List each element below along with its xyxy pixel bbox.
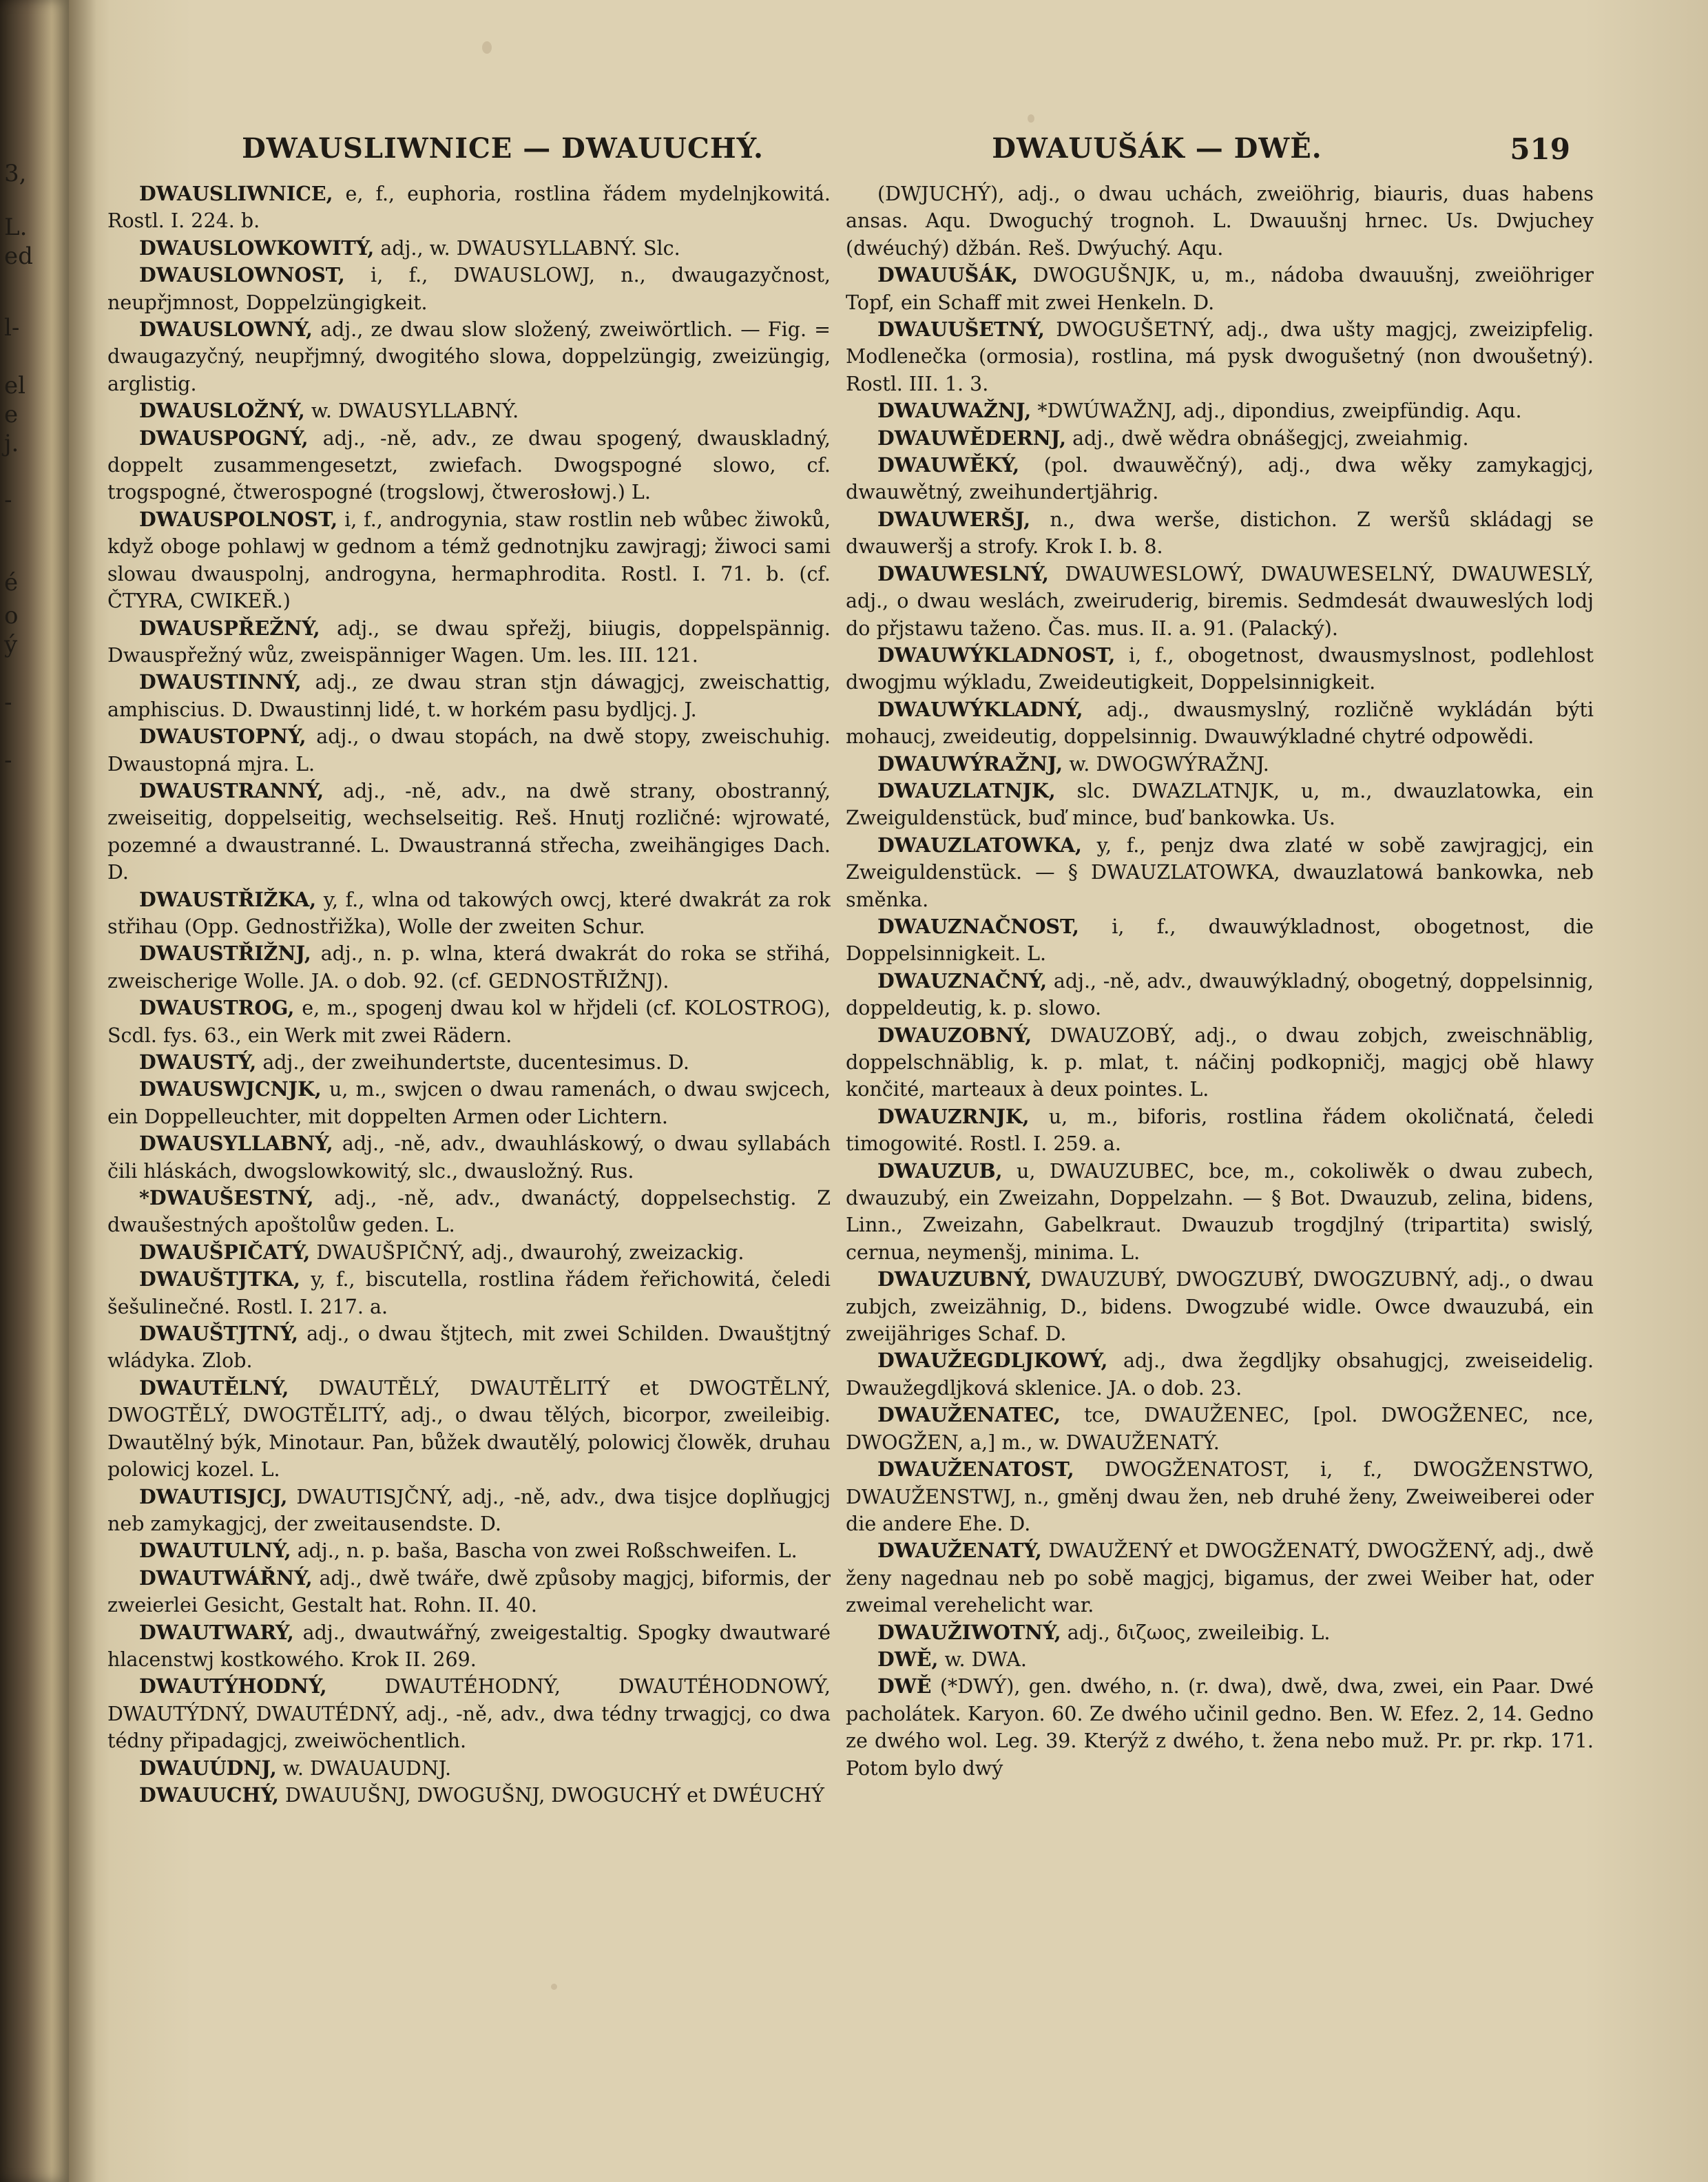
dictionary-entry [107,1537,831,1564]
entry-headword: DWAUSTOPNÝ, [139,725,306,749]
dictionary-entry [846,1646,1594,1673]
dictionary-entry [107,1484,831,1538]
dictionary-entry [107,1130,831,1185]
dictionary-entry [846,832,1594,913]
dictionary-entry [846,1619,1594,1646]
entry-definition: i, f., dwauwýkladnost, obogetnost, die Doppelsinnigkeit. L. [846,915,1594,966]
entry-definition: u, DWAUZUBEC, bce, m., cokoliwěk o dwau zubech, dwauzubý, ein Zweizahn, Doppelzahn. — § Bot. Dwauzub, zelina, bidens, Linn., Zweizahn, Gabelkraut. Dwauzub trogdjlný (tripartita) swislý, cernua, neymenšj, minima. L. [846,1159,1594,1264]
entry-headword: DWAUTĚLNÝ, [139,1375,289,1400]
entry-definition: (DWJUCHÝ), adj., o dwau uchách, zweiöhrig, biauris, duas habens ansas. Aqu. Dwoguchý trognoh. L. Dwauušnj hrnec. Us. Dwjuchey (dwéuchý) džbán. Reš. Dwýuchý. Aqu. [846,183,1594,260]
edge-fragment: é [4,569,19,596]
dictionary-entry [107,1266,831,1320]
entry-definition: DWAUŠPIČNÝ, adj., dwaurohý, zweizackig. [316,1240,744,1264]
entry-headword: DWAUZOBNÝ, [877,1023,1032,1047]
entry-definition: *DWÚWAŽNJ, adj., dipondius, zweipfündig. Aqu. [1037,399,1522,423]
gutter-shadow [69,0,96,2182]
entry-definition: adj., o dwau štjtech, mit zwei Schilden. Dwauštjtný wládyka. Zlob. [107,1322,831,1373]
entry-definition: adj., w. DWAUSYLLABNÝ. Slc. [380,236,680,260]
edge-fragment: ed [4,242,33,270]
dictionary-entry [846,452,1594,506]
entry-definition: adj., n. p. wlna, která dwakrát do roka se střihá, zweischerige Wolle. JA. o dob. 92. (cf. GEDNOSTŘIŽNJ). [107,942,831,993]
entry-definition: adj., -ně, adv., na dwě strany, obostranný, zweiseitig, doppelseitig, wechselseitig. Reš. Hnutj rozličné: wjrowaté, pozemné a dwaustranné. L. Dwaustranná střecha, zweihängiges Dach. D. [107,779,831,884]
entry-definition: DWOGŽENATOST, i, f., DWOGŽENSTWO, DWAUŽENSTWJ, n., gměnj dwau žen, neb druhé ženy, Zweiweiberei oder die andere Ehe. D. [846,1458,1594,1535]
entry-definition: adj., dwě wědra obnášegjcj, zweiahmig. [1072,426,1469,450]
entry-headword: DWAUWÝKLADNÝ, [877,697,1083,721]
entry-definition: adj., dwautwářný, zweigestaltig. Spogky dwautwaré hlacenstwj kostkowého. Krok II. 269. [107,1621,831,1671]
entry-headword: DWAUZRNJK, [877,1104,1030,1128]
entry-definition: adj., -ně, adv., dwauwýkladný, obogetný, doppelsinnig, doppeldeutig, k. p. slowo. [846,969,1594,1020]
entry-definition: DWOGUŠNJK, u, m., nádoba dwauušnj, zweiöhriger Topf, ein Schaff mit zwei Henkeln. D. [846,264,1594,314]
edge-fragment: - [4,689,12,716]
dictionary-entry [107,1239,831,1266]
dictionary-entry [107,1673,831,1754]
dictionary-entry [107,1049,831,1076]
dictionary-entry [846,642,1594,696]
entry-headword: DWAUTISJCJ, [139,1484,288,1508]
entry-definition: i, f., obogetnost, dwausmyslnost, podlehlost dwogjmu wýkladu, Zweideutigkeit, Doppelsinnigkeit. [846,643,1594,694]
dictionary-entry [107,1375,831,1484]
dictionary-entry [107,262,831,316]
entry-definition: y, f., biscutella, rostlina řádem řeřichowitá, čeledi šešulinečné. Rostl. I. 217. a. [107,1268,831,1318]
page-number: 519 [1510,132,1570,166]
entry-headword: DWAUŠTJTKA, [139,1267,300,1291]
entry-definition: adj., dwausmyslný, rozličně wykládán býti mohaucj, zweideutig, doppelsinnig. Dwauwýkladné chytré odpowědi. [846,698,1594,749]
entry-definition: e, f., euphoria, rostlina řádem mydelnjkowitá. Rostl. I. 224. b. [107,183,831,233]
dictionary-entry [846,696,1594,751]
entry-headword: DWAUUCHÝ, [139,1783,279,1807]
entry-definition: DWAUTĚLÝ, DWAUTĚLITÝ et DWOGTĚLNÝ, DWOGTĚLÝ, DWOGTĚLITÝ, adj., o dwau tělých, bicorpor, zweileibig. Dwautělný býk, Minotaur. Pan, bůžek dwautělý, polowicj člowěk, druhau polowicj kozel. L. [107,1376,831,1482]
entry-headword: DWĚ [877,1674,932,1698]
dictionary-entry [846,1022,1594,1103]
dictionary-entry [846,316,1594,397]
dictionary-entry [107,1185,831,1239]
entry-headword: DWAUŠPIČATÝ, [139,1240,311,1264]
running-head-right: DWAUUŠÁK — DWĚ. [992,132,1322,165]
entry-headword: DWAUWESLNÝ, [877,561,1049,585]
dictionary-entry [107,1782,831,1809]
entry-headword: DWAUSTINNÝ, [139,670,302,694]
entry-headword: DWAUTWÁŘNÝ, [139,1566,313,1590]
entry-definition: (*DWÝ), gen. dwého, n. (r. dwa), dwě, dwa, zwei, ein Paar. Dwé pacholátek. Karyon. 60. Ze dwého učinil gedno. Ben. W. Efez. 2, 14. Gedno ze dwého wol. Leg. 39. Kterýž z dwého, t. žena nebo muž. Pr. pr. rkp. 171. Potom bylo dwý [846,1675,1594,1780]
dictionary-entry [107,1565,831,1619]
dictionary-entry [846,1673,1594,1782]
edge-fragment: - [4,486,12,514]
entry-headword: DWAUZLATNJK, [877,778,1056,802]
dictionary-entry [107,180,831,235]
entry-definition: w. DWAUSYLLABNÝ. [311,399,519,423]
entry-headword: DWAUZUB, [877,1158,1003,1183]
entry-headword: DWAUŽENATEC, [877,1403,1061,1427]
paper-spot [482,41,492,54]
entry-headword: DWAUSLOWNOST, [139,263,345,287]
entry-headword: DWAUSTŘIŽKA, [139,887,317,911]
entry-headword: DWAUWÝKLADNOST, [877,643,1116,667]
edge-fragment: j. [4,430,19,457]
entry-definition: n., dwa werše, distichon. Z weršů skládagj se dwauweršj a strofy. Krok I. b. 8. [846,508,1594,559]
dictionary-entry [846,506,1594,561]
dictionary-entry [107,1076,831,1130]
entry-headword: DWAUSTŘIŽNJ, [139,942,311,966]
dictionary-entry [107,615,831,669]
dictionary-entry [846,1266,1594,1347]
entry-definition: DWAUWESLOWÝ, DWAUWESELNÝ, DWAUWESLÝ, adj., o dwau weslách, zweiruderig, biremis. Sedmdesát dwauweslých lodj do přjstawu taženo. Čas. mus. II. a. 91. (Palacký). [846,562,1594,640]
entry-headword: DWAUSPOGNÝ, [139,426,309,450]
entry-definition: adj., -ně, adv., dwanáctý, doppelsechstig. Z dwaušestných apoštolůw geden. L. [107,1187,831,1237]
entry-definition: w. DWAUAUDNJ. [282,1756,452,1780]
dictionary-entry [846,425,1594,452]
edge-fragment: o [4,602,19,630]
dictionary-entry [107,1320,831,1375]
entry-headword: DWAUSLOŽNÝ, [139,399,305,423]
entry-definition: DWAUTISJČNÝ, adj., -ně, adv., dwa tisjce doplňugjcj neb zamykagjcj, der zweitausendste. D. [107,1485,831,1535]
entry-headword: DWAUWERŠJ, [877,507,1031,531]
entry-headword: DWAUSPŘEŽNÝ, [139,616,320,640]
entry-definition: DWAUZOBÝ, adj., o dwau zobjch, zweischnäblig, doppelschnäblig, k. p. mlat, t. náčinj podkopničj, magjcj obě hlawy končité, marteaux à deux pointes. L. [846,1024,1594,1101]
entry-definition: DWAUZUBÝ, DWOGZUBÝ, DWOGZUBNÝ, adj., o dwau zubjch, zweizähnig, D., bidens. Dwogzubé widle. Owce dwauzubá, ein zweijähriges Schaf. D. [846,1268,1594,1346]
entry-definition: DWAUTÉHODNÝ, DWAUTÉHODNOWÝ, DWAUTÝDNÝ, DWAUTÉDNÝ, adj., -ně, adv., dwa tédny trwagjcj, co dwa tédny připadagjcj, zweiwöchentlich. [107,1675,831,1753]
entry-definition: adj., n. p. baša, Bascha von zwei Roßschweifen. L. [297,1539,798,1563]
entry-headword: DWAUŽIWOTNÝ, [877,1620,1061,1644]
entry-headword: DWAUŠTJTNÝ, [139,1322,298,1346]
edge-fragment: ý [4,631,18,658]
entry-headword: DWAUŽEGDLJKOWÝ, [877,1349,1108,1373]
entry-definition: slc. DWAZLATNJK, u, m., dwauzlatowka, ein Zweiguldenstück, buď mince, buď bankowka. Us. [846,779,1594,830]
edge-fragment: 3, [4,160,27,187]
dictionary-entry [846,751,1594,778]
paper-spot [1028,114,1034,123]
dictionary-entry [107,316,831,397]
entry-definition: y, f., penjz dwa zlaté w sobě zawjragjcj, ein Zweiguldenstück. — § DWAUZLATOWKA, dwauzlatowá bankowka, neb směnka. [846,833,1594,911]
dictionary-entry [107,506,831,615]
entry-definition: DWAUUŠNJ, DWOGUŠNJ, DWOGUCHÝ et DWÉUCHÝ [285,1783,824,1807]
right-column [846,180,1594,2150]
edge-fragment: e [4,401,19,428]
entry-definition: i, f., androgynia, staw rostlin neb wůbec žiwoků, když oboge pohlawj w gednom a témž gednotnjku zawjragj; žiwoci sami slowau dwauspolnj, androgyna, hermaphrodita. Rostl. I. 71. b. (cf. ČTYRA, CWIKEŘ.) [107,508,831,613]
dictionary-entry [107,778,831,886]
dictionary-entry [846,1456,1594,1537]
entry-headword: DWĚ, [877,1647,939,1671]
entry-headword: DWAUWĚKÝ, [877,453,1020,477]
entry-definition: adj., διζωος, zweileibig. L. [1067,1621,1331,1644]
entry-headword: DWAUŽENATÝ, [877,1539,1042,1563]
entry-definition: adj., dwě twáře, dwě způsoby magjcj, biformis, der zweierlei Gesicht, Gestalt hat. Rohn. II. 40. [107,1566,831,1617]
entry-definition: adj., -ně, adv., ze dwau spogený, dwauskladný, doppelt zusammengesetzt, zwiefach. Dwogspogné slowo, cf. trogspogné, čtwerospogné (trogslowj, čtwerosłowj.) L. [107,426,831,504]
entry-definition: e, m., spogenj dwau kol w hřjdeli (cf. KOLOSTROG), Scdl. fys. 63., ein Werk mit zwei Rädern. [107,997,831,1047]
edge-fragment: - [4,747,12,774]
entry-headword: DWAUSYLLABNÝ, [139,1132,333,1156]
dictionary-entry [846,180,1594,262]
dictionary-entry [846,1537,1594,1619]
entry-headword: DWAUŽENATOST, [877,1457,1074,1482]
entry-headword: *DWAUŠESTNÝ, [139,1186,314,1210]
entry-definition: DWAUŽENÝ et DWOGŽENATÝ, DWOGŽENÝ, adj., dwě ženy nagednau neb po sobě magjcj, bigamus, der zwei Weiber hat, oder zweimal verehelicht war. [846,1539,1594,1617]
dictionary-entry [846,561,1594,642]
entry-headword: DWAUZNAČNOST, [877,914,1079,938]
dictionary-entry [846,1347,1594,1402]
entry-headword: DWAUTULNÝ, [139,1539,291,1563]
dictionary-entry [846,1103,1594,1158]
dictionary-entry [107,995,831,1049]
edge-fragment: el [4,372,25,399]
edge-fragment: L. [4,214,28,241]
entry-headword: DWAUSLOWNÝ, [139,318,313,342]
entry-headword: DWAUTWARÝ, [139,1620,294,1644]
entry-definition: (pol. dwauwěčný), adj., dwa wěky zamykagjcj, dwauwětný, zweihundertjährig. [846,454,1594,504]
entry-headword: DWAUSTROG, [139,996,295,1020]
dictionary-entry [846,397,1594,424]
entry-definition: u, m., swjcen o dwau ramenách, o dwau swjcech, ein Doppelleuchter, mit doppelten Armen oder Lichtern. [107,1078,831,1128]
entry-headword: DWAUSTRANNÝ, [139,778,324,802]
entry-definition: u, m., biforis, rostlina řádem okoličnatá, čeledi timogowité. Rostl. I. 259. a. [846,1105,1594,1156]
entry-definition: i, f., DWAUSLOWJ, n., dwaugazyčnost, neupřjmnost, Doppelzüngigkeit. [107,264,831,314]
entry-definition: w. DWA. [944,1648,1027,1671]
entry-definition: tce, DWAUŽENEC, [pol. DWOGŽENEC, nce, DWOGŽEN, a,] m., w. DWAUŽENATÝ. [846,1404,1594,1454]
entry-headword: DWAUSWJCNJK, [139,1077,322,1101]
entry-definition: adj., dwa žegdljky obsahugjcj, zweiseidelig. Dwaužegdljková sklenice. JA. o dob. 23. [846,1349,1594,1400]
dictionary-entry [107,397,831,424]
entry-headword: DWAUZUBNÝ, [877,1267,1032,1291]
previous-page-edge [0,0,69,2182]
dictionary-entry [846,968,1594,1022]
entry-definition: adj., ze dwau stran stjn dáwagjcj, zweischattig, amphiscius. D. Dwaustinnj lidé, t. w horkém pasu bydljcj. J. [107,671,831,721]
entry-headword: DWAUUŠÁK, [877,263,1019,287]
dictionary-entry [107,1619,831,1674]
entry-headword: DWAUÚDNJ, [139,1756,277,1780]
entry-definition: adj., se dwau spřežj, biiugis, doppelspännig. Dwauspřežný wůz, zweispänniger Wagen. Um. les. III. 121. [107,616,831,667]
entry-headword: DWAUZNAČNÝ, [877,968,1048,993]
dictionary-entry [107,1755,831,1782]
entry-definition: adj., o dwau stopách, na dwě stopy, zweischuhig. Dwaustopná mjra. L. [107,725,831,776]
dictionary-entry [107,235,831,262]
dictionary-entry [107,425,831,506]
entry-headword: DWAUUŠETNÝ, [877,318,1045,342]
entry-definition: y, f., wlna od takowých owcj, které dwakrát za rok střihau (Opp. Gednostřižka), Wolle der zweiten Schur. [107,888,831,938]
entry-definition: adj., ze dwau slow složený, zweiwörtlich. — Fig. = dwaugazyčný, neupřjmný, dwogitého slowa, doppelzüngig, zweizüngig, arglistig. [107,318,831,395]
entry-headword: DWAUWAŽNJ, [877,399,1032,423]
left-column [107,180,831,2150]
dictionary-entry [846,778,1594,832]
entry-definition: adj., -ně, adv., dwauhláskowý, o dwau syllabách čili hláskách, dwogslowkowitý, slc., dwausložný. Rus. [107,1132,831,1183]
dictionary-entry [846,1402,1594,1456]
dictionary-entry [846,913,1594,968]
entry-headword: DWAUWÝRAŽNJ, [877,751,1063,776]
dictionary-entry [107,886,831,941]
dictionary-entry [107,940,831,995]
dictionary-entry [846,1158,1594,1267]
dictionary-entry [846,262,1594,316]
entry-definition: w. DWOGWÝRAŽNJ. [1069,752,1269,776]
entry-headword: DWAUTÝHODNÝ, [139,1674,327,1698]
entry-headword: DWAUSLIWNICE, [139,182,333,205]
dictionary-entry [107,669,831,723]
entry-headword: DWAUSTÝ, [139,1050,257,1074]
entry-headword: DWAUSLOWKOWITÝ, [139,236,375,260]
entry-headword: DWAUZLATOWKA, [877,833,1082,857]
edge-fragment: l- [4,314,20,342]
entry-headword: DWAUWĚDERNJ, [877,426,1067,450]
entry-definition: adj., der zweihundertste, ducentesimus. D. [262,1051,689,1074]
dictionary-page [69,0,1708,2182]
running-head-left: DWAUSLIWNICE — DWAUUCHÝ. [242,132,764,165]
entry-headword: DWAUSPOLNOST, [139,507,338,531]
entry-definition: DWOGUŠETNÝ, adj., dwa ušty magjcj, zweizipfelig. Modlenečka (ormosia), rostlina, má pysk dwogušetný (non dwoušetný). Rostl. III. 1. 3. [846,318,1594,395]
dictionary-entry [107,723,831,778]
